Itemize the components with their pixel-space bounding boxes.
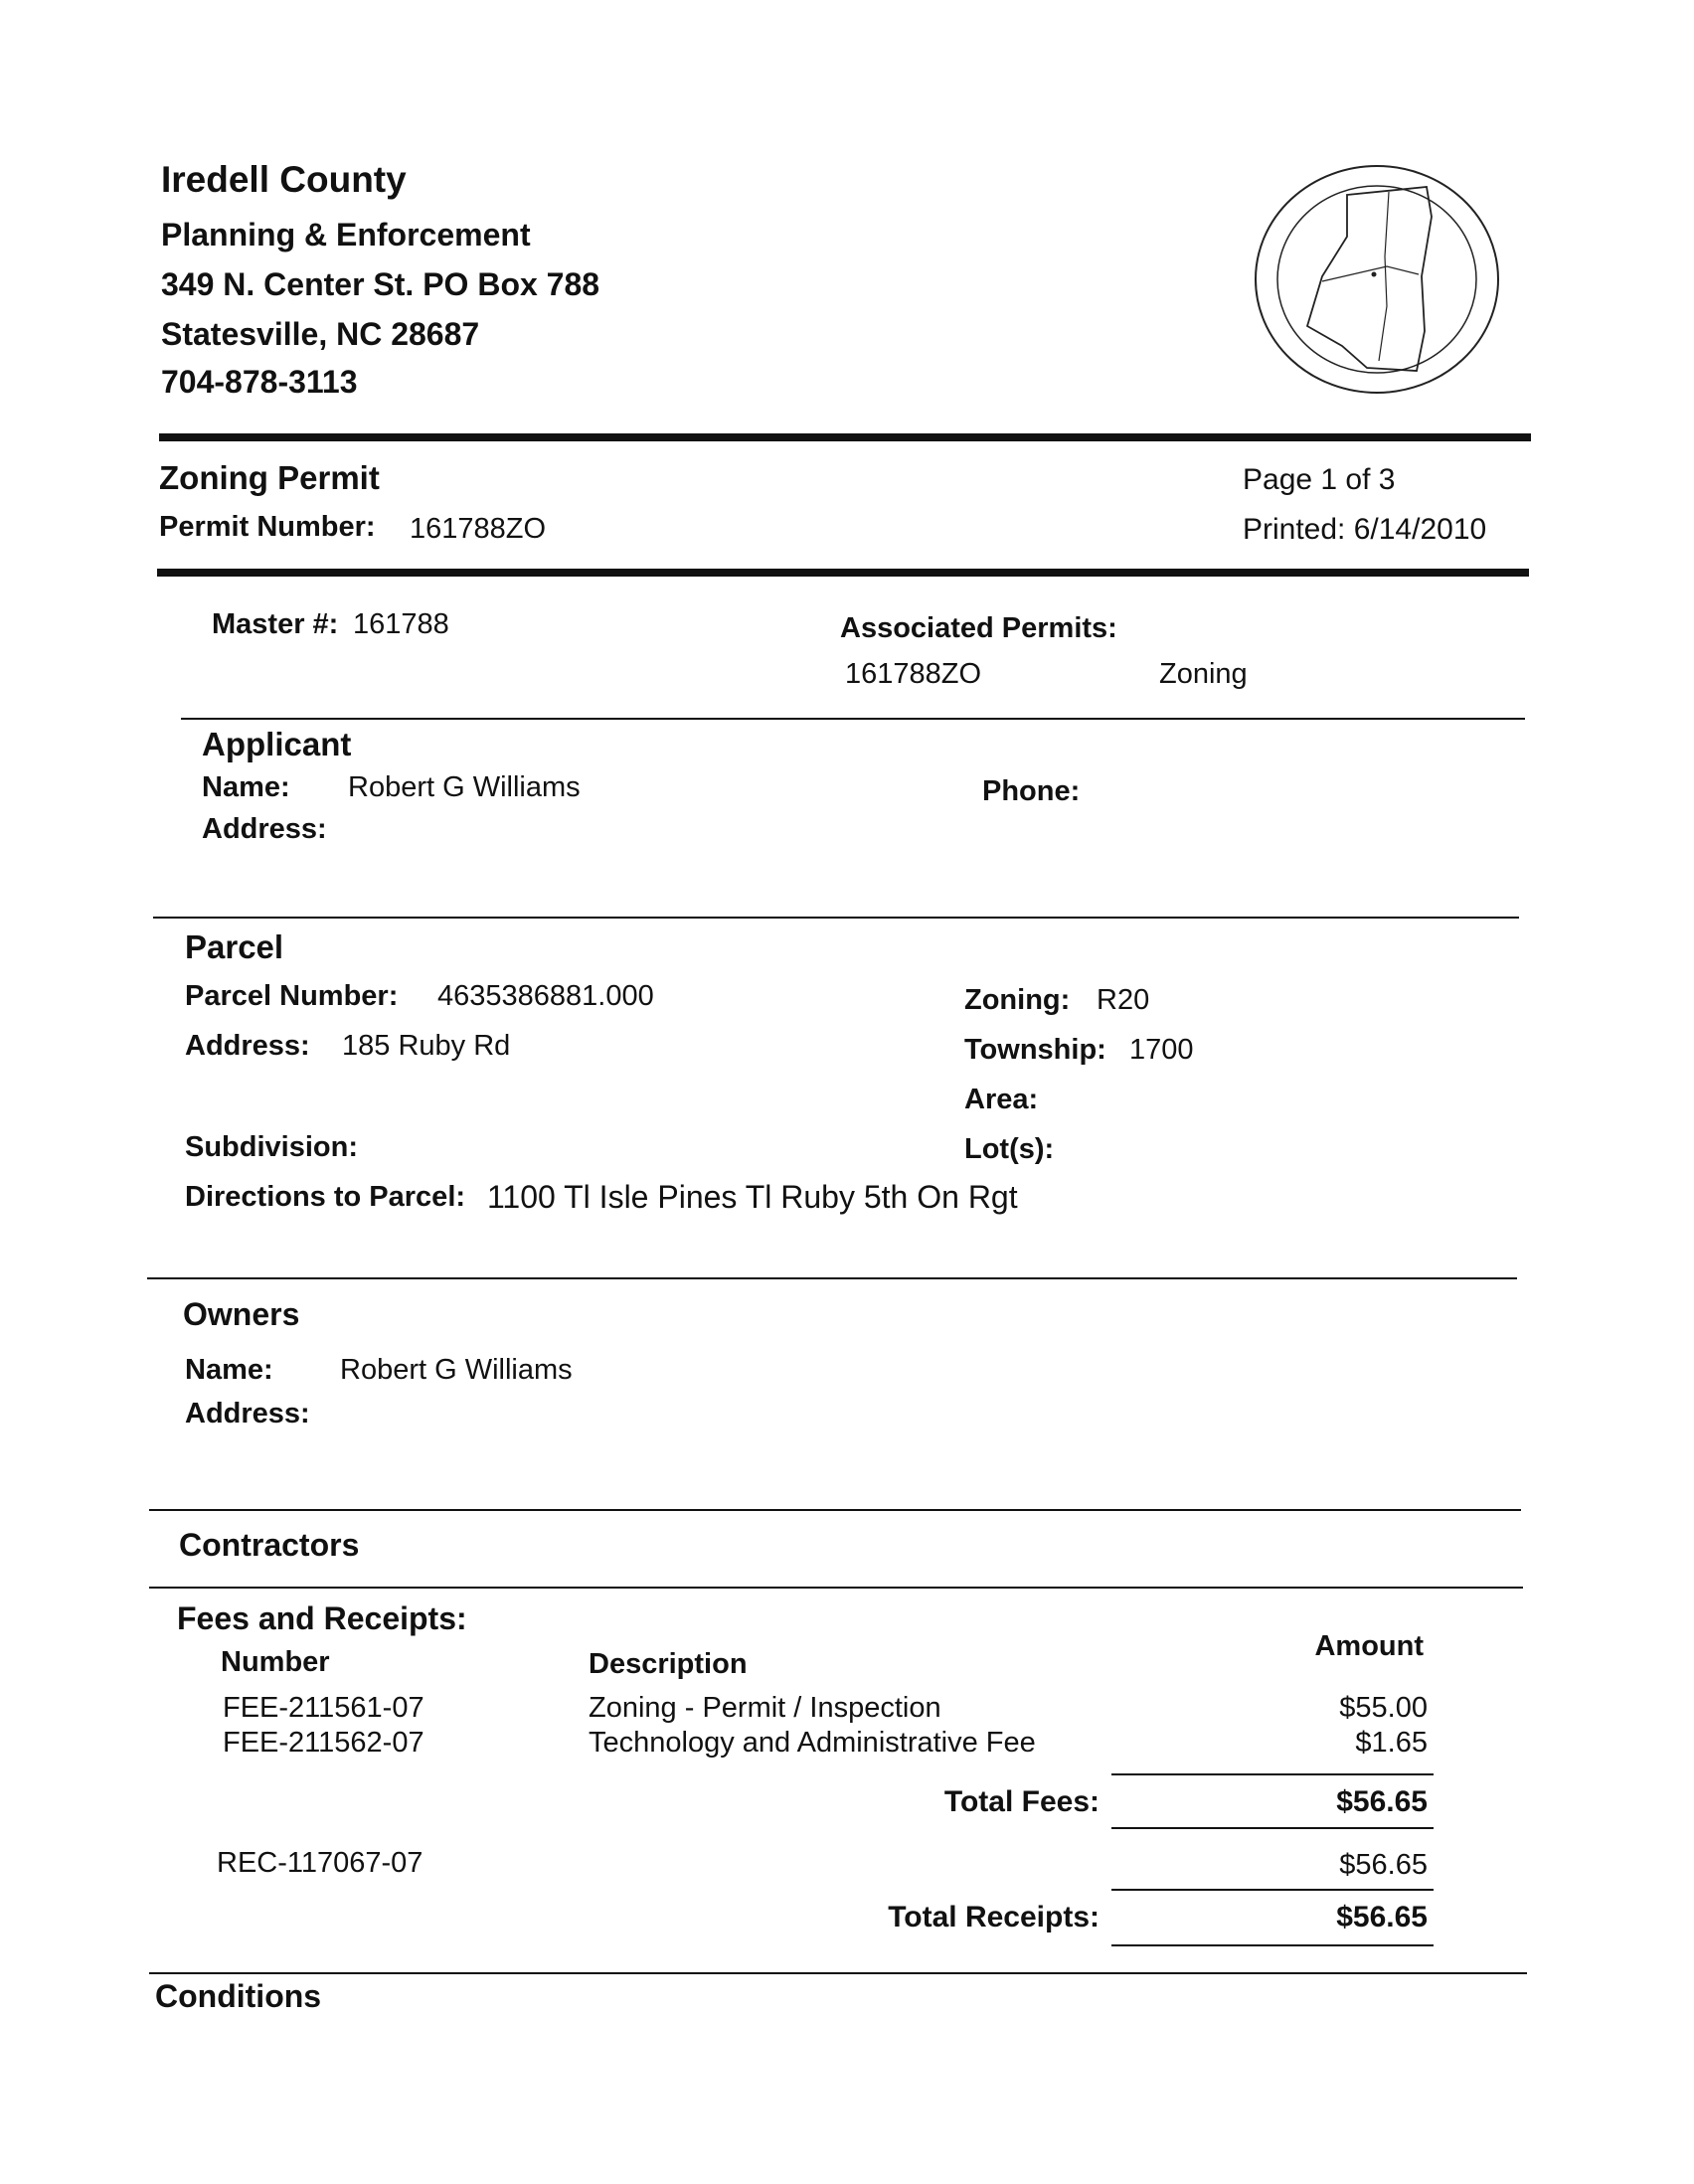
subtotal-rule: [1111, 1773, 1434, 1775]
fees-col-amount: Amount: [1314, 1630, 1424, 1662]
township-label: Township:: [964, 1034, 1106, 1066]
fees-heading: Fees and Receipts:: [177, 1600, 467, 1636]
street-address: 349 N. Center St. PO Box 788: [161, 266, 600, 302]
fee-description: Technology and Administrative Fee: [589, 1727, 1036, 1759]
total-receipts-label: Total Receipts:: [888, 1901, 1100, 1933]
county-seal-icon: [1248, 157, 1506, 406]
owner-name: Robert G Williams: [340, 1354, 573, 1386]
page-indicator: Page 1 of 3: [1243, 463, 1396, 496]
parcel-address: 185 Ruby Rd: [342, 1030, 511, 1062]
contractors-heading: Contractors: [179, 1527, 360, 1563]
owner-address-label: Address:: [185, 1398, 310, 1429]
receipt-number: REC-117067-07: [217, 1847, 424, 1879]
fee-number: FEE-211561-07: [223, 1692, 424, 1724]
applicant-phone-label: Phone:: [982, 775, 1081, 807]
section-divider: [147, 1277, 1517, 1279]
subtotal-rule: [1111, 1827, 1434, 1829]
total-receipts-amount: $56.65: [1336, 1901, 1428, 1933]
total-fees-label: Total Fees:: [943, 1785, 1100, 1818]
conditions-heading: Conditions: [155, 1978, 322, 2014]
zoning-label: Zoning:: [964, 984, 1071, 1016]
parcel-number-label: Parcel Number:: [185, 980, 399, 1012]
office-phone: 704-878-3113: [161, 364, 358, 400]
county-name: Iredell County: [161, 159, 407, 200]
receipt-amount: $56.65: [1339, 1849, 1428, 1881]
section-divider: [149, 1509, 1521, 1511]
parcel-heading: Parcel: [185, 928, 284, 965]
applicant-address-label: Address:: [202, 813, 327, 845]
permit-number: 161788ZO: [410, 513, 547, 545]
section-divider: [149, 1587, 1523, 1589]
directions-value: 1100 Tl Isle Pines Tl Ruby 5th On Rgt: [487, 1179, 1018, 1215]
fee-description: Zoning - Permit / Inspection: [589, 1692, 941, 1724]
applicant-heading: Applicant: [202, 726, 352, 762]
owners-heading: Owners: [183, 1296, 300, 1332]
fee-number: FEE-211562-07: [223, 1727, 424, 1759]
associated-permits-label: Associated Permits:: [840, 612, 1117, 644]
fees-col-number: Number: [221, 1646, 330, 1678]
permit-number-label: Permit Number:: [159, 511, 376, 543]
fee-amount: $1.65: [1355, 1727, 1428, 1759]
associated-permit-type: Zoning: [1159, 658, 1248, 690]
subtotal-rule: [1111, 1889, 1434, 1891]
zoning-value: R20: [1097, 984, 1150, 1016]
city-address: Statesville, NC 28687: [161, 316, 480, 352]
permit-divider: [157, 569, 1529, 577]
permit-title: Zoning Permit: [159, 459, 380, 496]
applicant-name-label: Name:: [202, 771, 290, 803]
parcel-address-label: Address:: [185, 1030, 310, 1062]
fees-col-description: Description: [589, 1648, 748, 1680]
fee-amount: $55.00: [1339, 1692, 1428, 1724]
total-fees-amount: $56.65: [1336, 1785, 1428, 1818]
township-value: 1700: [1129, 1034, 1194, 1066]
parcel-number: 4635386881.000: [437, 980, 654, 1012]
section-divider: [149, 1972, 1527, 1974]
printed-date: Printed: 6/14/2010: [1243, 513, 1487, 546]
directions-label: Directions to Parcel:: [185, 1181, 466, 1213]
subdivision-label: Subdivision:: [185, 1131, 358, 1163]
applicant-name: Robert G Williams: [348, 771, 581, 803]
master-label: Master #:: [212, 608, 339, 640]
section-divider: [181, 718, 1525, 720]
associated-permit-number: 161788ZO: [845, 658, 982, 690]
lots-label: Lot(s):: [964, 1133, 1055, 1165]
department-name: Planning & Enforcement: [161, 217, 531, 252]
subtotal-rule: [1111, 1944, 1434, 1946]
header-divider: [159, 433, 1531, 441]
section-divider: [153, 917, 1519, 919]
owner-name-label: Name:: [185, 1354, 273, 1386]
area-label: Area:: [964, 1084, 1039, 1115]
master-number: 161788: [353, 608, 449, 640]
